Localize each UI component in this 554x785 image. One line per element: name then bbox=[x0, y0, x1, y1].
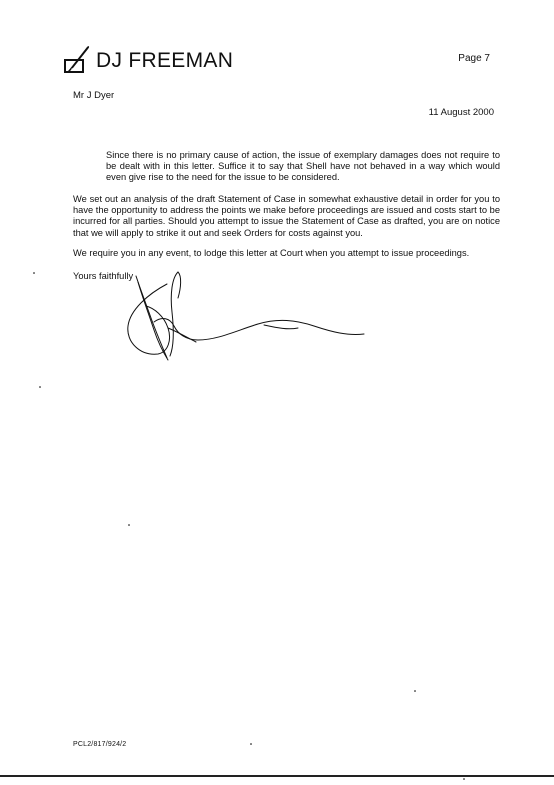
page-number: Page 7 bbox=[458, 53, 490, 64]
page-bottom-edge bbox=[0, 775, 554, 777]
scan-speck bbox=[463, 778, 465, 780]
scan-speck bbox=[250, 743, 252, 745]
body-paragraph-exemplary-damages: Since there is no primary cause of action, the issue of exemplary damages does not require to be dealt with in this letter. Suffice it to say that Shell have not behaved in a way which would even give rise to the need for the issue to be considered. bbox=[106, 150, 500, 183]
quill-pen-icon bbox=[64, 44, 90, 74]
scan-speck bbox=[414, 690, 416, 692]
body-paragraph-lodge-letter: We require you in any event, to lodge this letter at Court when you attempt to issue proceedings. bbox=[73, 248, 470, 258]
scan-speck bbox=[33, 272, 35, 274]
handwritten-signature bbox=[118, 268, 368, 364]
closing-salutation: Yours faithfully bbox=[73, 271, 134, 281]
letter-date: 11 August 2000 bbox=[428, 107, 494, 118]
letterhead-logo bbox=[64, 40, 233, 74]
scan-speck bbox=[128, 524, 130, 526]
body-paragraph-statement-of-case: We set out an analysis of the draft Statement of Case in somewhat exhaustive detail in order for you to have the opportunity to address the points we make before proceedings are issued and costs start to be incurred for all parties. Should you attempt to issue the Statement of Case as drafted, you are on notice that we will apply to strike it out and seek Orders for costs against you. bbox=[73, 194, 500, 238]
footer-reference: PCL2/817/924/2 bbox=[73, 741, 127, 748]
recipient-name: Mr J Dyer bbox=[73, 90, 115, 101]
firm-name: DJ FREEMAN bbox=[96, 49, 234, 72]
scan-speck bbox=[39, 386, 41, 388]
